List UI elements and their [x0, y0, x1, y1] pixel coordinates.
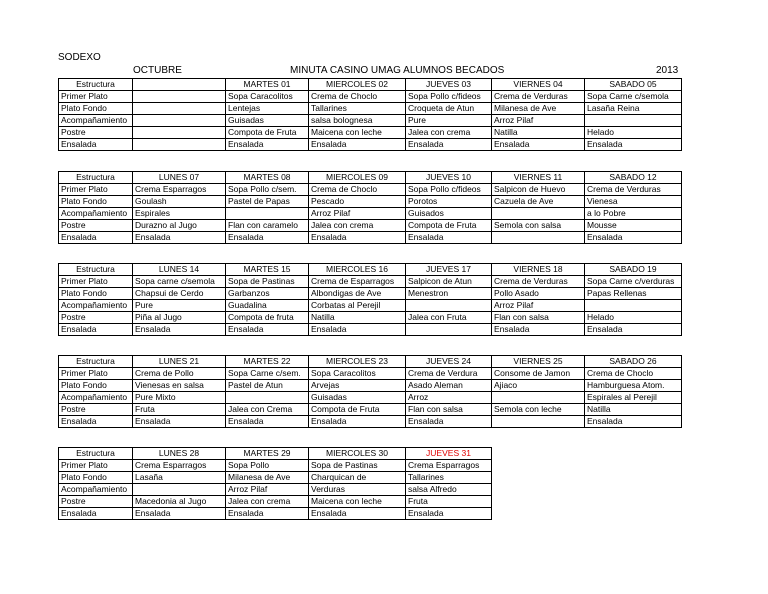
menu-cell: Flan con salsa — [492, 312, 585, 324]
week-table — [58, 78, 682, 151]
structure-header: Estructura — [59, 172, 133, 184]
menu-cell: Jalea con Crema — [226, 404, 309, 416]
day-header: MARTES 15 — [226, 264, 309, 276]
course-label: Primer Plato — [59, 460, 133, 472]
menu-cell: Semola con salsa — [492, 220, 585, 232]
menu-cell: Vienesas en salsa — [133, 380, 226, 392]
menu-cell: Ensalada — [406, 416, 492, 428]
day-header: MARTES 22 — [226, 356, 309, 368]
menu-cell: Ensalada — [133, 232, 226, 244]
menu-cell: Cazuela de Ave — [492, 196, 585, 208]
table-row — [59, 484, 492, 496]
day-header: JUEVES 03 — [406, 79, 492, 91]
menu-cell: Espirales al Perejil — [585, 392, 682, 404]
day-header: LUNES 28 — [133, 448, 226, 460]
day-header: JUEVES 10 — [406, 172, 492, 184]
menu-cell — [492, 392, 585, 404]
course-label: Ensalada — [59, 508, 133, 520]
menu-cell: Sopa Pollo c/fideos — [406, 91, 492, 103]
menu-cell: Jalea con crema — [309, 220, 406, 232]
menu-cell: Pastel de Atun — [226, 380, 309, 392]
menu-cell — [133, 91, 226, 103]
table-row — [59, 208, 682, 220]
menu-cell: Crema de Verdura — [406, 368, 492, 380]
menu-cell: Fruta — [406, 496, 492, 508]
menu-cell: Fruta — [133, 404, 226, 416]
course-label: Ensalada — [59, 139, 133, 151]
menu-cell: Sopa Pollo — [226, 460, 309, 472]
table-row — [59, 392, 682, 404]
menu-cell: Corbatas al Perejil — [309, 300, 406, 312]
day-header: SABADO 12 — [585, 172, 682, 184]
menu-cell: Ensalada — [585, 232, 682, 244]
menu-cell — [133, 127, 226, 139]
menu-cell: Arroz Pilaf — [309, 208, 406, 220]
course-label: Ensalada — [59, 324, 133, 336]
table-row — [59, 139, 682, 151]
menu-cell: Sopa Caracolitos — [226, 91, 309, 103]
menu-cell: Sopa Pollo c/sem. — [226, 184, 309, 196]
table-row — [59, 380, 682, 392]
menu-cell: Semola con leche — [492, 404, 585, 416]
day-header: MARTES 08 — [226, 172, 309, 184]
table-row — [59, 368, 682, 380]
menu-cell: Asado Aleman — [406, 380, 492, 392]
menu-cell: Natilla — [309, 312, 406, 324]
menu-cell: Pastel de Papas — [226, 196, 309, 208]
day-header: JUEVES 24 — [406, 356, 492, 368]
menu-cell: Chapsui de Cerdo — [133, 288, 226, 300]
menu-cell: Ensalada — [226, 416, 309, 428]
menu-cell: Papas Rellenas — [585, 288, 682, 300]
menu-cell: Guisadas — [226, 115, 309, 127]
menu-cell: Compota de Fruta — [406, 220, 492, 232]
structure-header: Estructura — [59, 79, 133, 91]
course-label: Plato Fondo — [59, 196, 133, 208]
table-row — [59, 312, 682, 324]
menu-cell: Salpicon de Atun — [406, 276, 492, 288]
menu-cell: Sopa Carne c/sem. — [226, 368, 309, 380]
day-header: VIERNES 04 — [492, 79, 585, 91]
menu-cell: Sopa Pollo c/fideos — [406, 184, 492, 196]
table-row — [59, 508, 492, 520]
menu-cell: Sopa Caracolitos — [309, 368, 406, 380]
day-header: SABADO 05 — [585, 79, 682, 91]
course-label: Plato Fondo — [59, 288, 133, 300]
menu-cell: Pescado — [309, 196, 406, 208]
menu-cell: Porotos — [406, 196, 492, 208]
menu-cell: Jalea con crema — [226, 496, 309, 508]
menu-cell — [226, 392, 309, 404]
menu-cell — [133, 115, 226, 127]
course-label: Acompañamiento — [59, 300, 133, 312]
table-row — [59, 404, 682, 416]
day-header: LUNES 07 — [133, 172, 226, 184]
table-row — [59, 460, 492, 472]
menu-cell: Sopa de Pastinas — [309, 460, 406, 472]
menu-cell: Croqueta de Atun — [406, 103, 492, 115]
menu-cell: Crema de Pollo — [133, 368, 226, 380]
day-header-row — [59, 172, 682, 184]
table-row — [59, 184, 682, 196]
menu-cell: Ensalada — [226, 232, 309, 244]
day-header-row — [59, 448, 492, 460]
day-header: MIERCOLES 30 — [309, 448, 406, 460]
menu-cell: Crema de Verduras — [585, 184, 682, 196]
menu-cell — [226, 208, 309, 220]
menu-cell: Ensalada — [133, 324, 226, 336]
day-header: VIERNES 11 — [492, 172, 585, 184]
menu-cell: Pure Mixto — [133, 392, 226, 404]
structure-header: Estructura — [59, 356, 133, 368]
menu-cell: Salpicon de Huevo — [492, 184, 585, 196]
menu-cell: Macedonia al Jugo — [133, 496, 226, 508]
menu-cell: Ensalada — [309, 508, 406, 520]
menu-cell: Mousse — [585, 220, 682, 232]
menu-cell: Hamburguesa Atom. — [585, 380, 682, 392]
menu-cell: Crema de Esparragos — [309, 276, 406, 288]
structure-header: Estructura — [59, 448, 133, 460]
table-row — [59, 472, 492, 484]
table-row — [59, 91, 682, 103]
menu-cell: Ajiaco — [492, 380, 585, 392]
menu-cell: Crema de Verduras — [492, 276, 585, 288]
menu-cell: Flan con salsa — [406, 404, 492, 416]
menu-cell: Guisados — [406, 208, 492, 220]
month-label: OCTUBRE — [133, 65, 182, 76]
menu-cell: Ensalada — [133, 508, 226, 520]
table-row — [59, 300, 682, 312]
menu-cell: Lentejas — [226, 103, 309, 115]
structure-header: Estructura — [59, 264, 133, 276]
menu-cell: Crema Esparragos — [133, 184, 226, 196]
menu-cell: Ensalada — [226, 324, 309, 336]
table-row — [59, 276, 682, 288]
week-table — [58, 263, 682, 336]
menu-cell: Ensalada — [226, 508, 309, 520]
menu-cell: Ensalada — [406, 139, 492, 151]
course-label: Postre — [59, 404, 133, 416]
menu-cell: Natilla — [585, 404, 682, 416]
week-table — [58, 447, 492, 520]
menu-cell: a lo Pobre — [585, 208, 682, 220]
menu-cell: Guisadas — [309, 392, 406, 404]
day-header: SABADO 19 — [585, 264, 682, 276]
menu-cell: Consome de Jamon — [492, 368, 585, 380]
document-title: MINUTA CASINO UMAG ALUMNOS BECADOS — [290, 65, 505, 76]
course-label: Primer Plato — [59, 184, 133, 196]
course-label: Primer Plato — [59, 276, 133, 288]
menu-cell: Arroz — [406, 392, 492, 404]
course-label: Plato Fondo — [59, 380, 133, 392]
menu-cell: Crema de Choclo — [585, 368, 682, 380]
menu-cell: Ensalada — [309, 416, 406, 428]
menu-cell: Helado — [585, 312, 682, 324]
menu-cell: Crema de Choclo — [309, 91, 406, 103]
week-table — [58, 355, 682, 428]
menu-cell: Espirales — [133, 208, 226, 220]
course-label: Acompañamiento — [59, 484, 133, 496]
table-row — [59, 288, 682, 300]
menu-cell: Crema de Choclo — [309, 184, 406, 196]
menu-cell: Arvejas — [309, 380, 406, 392]
menu-cell: Ensalada — [309, 324, 406, 336]
day-header: MIERCOLES 02 — [309, 79, 406, 91]
menu-cell: Helado — [585, 127, 682, 139]
menu-cell: Ensalada — [492, 324, 585, 336]
day-header: MARTES 01 — [226, 79, 309, 91]
menu-cell: Crema Esparragos — [133, 460, 226, 472]
menu-cell: Ensalada — [585, 139, 682, 151]
menu-cell: Arroz Pilaf — [226, 484, 309, 496]
table-row — [59, 496, 492, 508]
course-label: Ensalada — [59, 416, 133, 428]
menu-cell: Ensalada — [406, 508, 492, 520]
menu-cell: Lasaña — [133, 472, 226, 484]
menu-cell: Pure — [406, 115, 492, 127]
course-label: Acompañamiento — [59, 392, 133, 404]
course-label: Postre — [59, 220, 133, 232]
table-row — [59, 220, 682, 232]
menu-cell: Ensalada — [585, 416, 682, 428]
menu-cell: Arroz Pilaf — [492, 115, 585, 127]
day-header: LUNES 14 — [133, 264, 226, 276]
menu-cell: Goulash — [133, 196, 226, 208]
menu-cell: salsa bolognesa — [309, 115, 406, 127]
company-name: SODEXO — [58, 52, 101, 63]
menu-cell — [133, 484, 226, 496]
menu-cell — [492, 416, 585, 428]
menu-cell: Milanesa de Ave — [492, 103, 585, 115]
menu-cell: Maicena con leche — [309, 496, 406, 508]
day-header-row — [59, 356, 682, 368]
menu-cell: Ensalada — [406, 232, 492, 244]
menu-cell: Tallarines — [406, 472, 492, 484]
table-row — [59, 416, 682, 428]
menu-cell: Arroz Pilaf — [492, 300, 585, 312]
menu-cell: Milanesa de Ave — [226, 472, 309, 484]
menu-cell: Natilla — [492, 127, 585, 139]
menu-cell: Compota de fruta — [226, 312, 309, 324]
course-label: Postre — [59, 127, 133, 139]
course-label: Plato Fondo — [59, 472, 133, 484]
menu-cell: Sopa Carne c/verduras — [585, 276, 682, 288]
menu-cell: Pollo Asado — [492, 288, 585, 300]
day-header-row — [59, 79, 682, 91]
table-row — [59, 115, 682, 127]
menu-cell: Garbanzos — [226, 288, 309, 300]
menu-cell: Sopa Carne c/semola — [585, 91, 682, 103]
menu-cell: Durazno al Jugo — [133, 220, 226, 232]
menu-cell: Crema de Verduras — [492, 91, 585, 103]
course-label: Primer Plato — [59, 91, 133, 103]
menu-cell: Flan con caramelo — [226, 220, 309, 232]
menu-cell: Jalea con crema — [406, 127, 492, 139]
course-label: Postre — [59, 496, 133, 508]
course-label: Postre — [59, 312, 133, 324]
day-header: LUNES 21 — [133, 356, 226, 368]
menu-cell: Tallarines — [309, 103, 406, 115]
day-header: JUEVES 17 — [406, 264, 492, 276]
year-label: 2013 — [656, 65, 679, 76]
menu-cell: Albondigas de Ave — [309, 288, 406, 300]
menu-cell: Piña al Jugo — [133, 312, 226, 324]
course-label: Ensalada — [59, 232, 133, 244]
course-label: Primer Plato — [59, 368, 133, 380]
menu-cell: Crema Esparragos — [406, 460, 492, 472]
table-row — [59, 232, 682, 244]
course-label: Acompañamiento — [59, 115, 133, 127]
day-header: MIERCOLES 23 — [309, 356, 406, 368]
menu-cell: Vienesa — [585, 196, 682, 208]
menu-cell: Ensalada — [309, 232, 406, 244]
day-header: MIERCOLES 16 — [309, 264, 406, 276]
day-header: VIERNES 18 — [492, 264, 585, 276]
menu-cell — [406, 300, 492, 312]
menu-cell: Sopa de Pastinas — [226, 276, 309, 288]
day-header: MIERCOLES 09 — [309, 172, 406, 184]
menu-cell: Compota de Fruta — [309, 404, 406, 416]
menu-cell: Ensalada — [585, 324, 682, 336]
day-header-row — [59, 264, 682, 276]
menu-cell: Maicena con leche — [309, 127, 406, 139]
menu-cell — [133, 103, 226, 115]
day-header: MARTES 29 — [226, 448, 309, 460]
menu-cell: Charquican de — [309, 472, 406, 484]
menu-cell — [406, 324, 492, 336]
menu-cell: Pure — [133, 300, 226, 312]
menu-cell: Verduras — [309, 484, 406, 496]
menu-cell: Lasaña Reina — [585, 103, 682, 115]
menu-cell: Jalea con Fruta — [406, 312, 492, 324]
menu-cell: Ensalada — [309, 139, 406, 151]
day-header: VIERNES 25 — [492, 356, 585, 368]
menu-cell: Guadalina — [226, 300, 309, 312]
day-header — [133, 79, 226, 91]
menu-cell: Compota de Fruta — [226, 127, 309, 139]
week-table — [58, 171, 682, 244]
menu-cell: Ensalada — [226, 139, 309, 151]
menu-cell: Ensalada — [492, 139, 585, 151]
course-label: Plato Fondo — [59, 103, 133, 115]
table-row — [59, 324, 682, 336]
menu-cell: Sopa carne c/semola — [133, 276, 226, 288]
menu-cell: Menestron — [406, 288, 492, 300]
table-row — [59, 103, 682, 115]
menu-cell: salsa Alfredo — [406, 484, 492, 496]
table-row — [59, 196, 682, 208]
menu-cell — [585, 115, 682, 127]
day-header: SABADO 26 — [585, 356, 682, 368]
menu-cell: Ensalada — [133, 416, 226, 428]
menu-cell — [492, 208, 585, 220]
day-header: JUEVES 31 — [406, 448, 492, 460]
menu-cell — [492, 232, 585, 244]
course-label: Acompañamiento — [59, 208, 133, 220]
table-row — [59, 127, 682, 139]
menu-cell — [133, 139, 226, 151]
menu-cell — [585, 300, 682, 312]
